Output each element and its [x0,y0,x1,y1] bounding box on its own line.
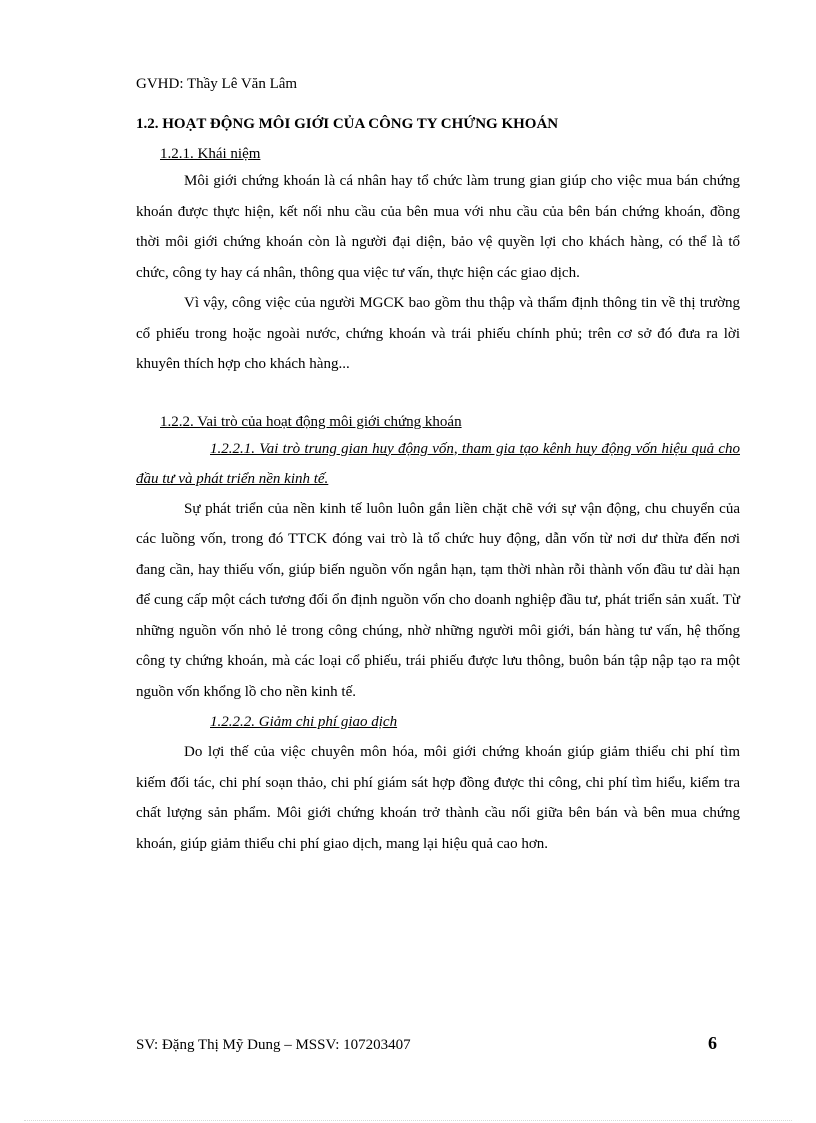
page-divider [24,1120,792,1121]
page-number: 6 [708,1033,717,1053]
page-header: GVHD: Thầy Lê Văn Lâm [136,76,298,92]
spacer [136,380,740,410]
paragraph: Do lợi thế của việc chuyên môn hóa, môi giới chứng khoán giúp giảm thiểu chi phí tìm kiếm đối tác, chi phí soạn thảo, chi phí giám sát hợp đồng được thi công, chi phí tìm hiểu, kiểm tra chất lượng sản phẩm. Môi giới chứng khoán trở thành cầu nối giữa bên bán và bên mua chứng khoán, giúp giảm thiểu chi phí giao dịch, mang lại hiệu quả cao hơn. [136,744,740,852]
subsection-heading-1-2-2: 1.2.2. Vai trò của hoạt động môi giới chứng khoán [160,413,462,430]
document-body [136,112,740,859]
paragraph: Sự phát triển của nền kinh tế luôn luôn gắn liền chặt chẽ với sự vận động, chu chuyển của các luồng vốn, trong đó TTCK đóng vai trò là tổ chức huy động, dẫn vốn từ nơi dư thừa đến nơi đang cần, hay thiếu vốn, giúp biến nguồn vốn ngắn hạn, tạm thời nhàn rỗi thành vốn đầu tư dài hạn để cung cấp một cách tương đối ổn định nguồn vốn cho doanh nghiệp đầu tư, phát triển sản xuất. Từ những nguồn vốn nhỏ lẻ trong công chúng, nhờ những người môi giới, bán hàng tư vấn, hệ thống công ty chứng khoán, mà các loại cổ phiếu, trái phiếu được lưu thông, buôn bán tập nập tạo ra một nguồn vốn khổng lồ cho nền kinh tế. [136,500,740,700]
item-heading-1-2-2-1: 1.2.2.1. Vai trò trung gian huy động vốn, tham gia tạo kênh huy động vốn hiệu quả cho đầu tư và phát triển nền kinh tế. [136,440,740,487]
paragraph: Vì vậy, công việc của người MGCK bao gồm thu thập và thẩm định thông tin về thị trường cổ phiếu trong hoặc ngoài nước, chứng khoán và trái phiếu chính phủ; trên cơ sở đó đưa ra lời khuyên thích hợp cho khách hàng... [136,295,740,372]
page-footer: SV: Đặng Thị Mỹ Dung – MSSV: 107203407 [136,1037,411,1053]
subsection-heading-1-2-1: 1.2.1. Khái niệm [160,146,261,162]
section-title: 1.2. HOẠT ĐỘNG MÔI GIỚI CỦA CÔNG TY CHỨNG KHOÁN [136,116,559,132]
item-heading-1-2-2-2: 1.2.2.2. Giảm chi phí giao dịch [210,714,398,730]
paragraph: Môi giới chứng khoán là cá nhân hay tổ chức làm trung gian giúp cho việc mua bán chứng khoán được thực hiện, kết nối nhu cầu của bên mua với nhu cầu của bên bán chứng khoán, đồng thời môi giới chứng khoán còn là người đại diện, bảo vệ quyền lợi cho khách hàng, có thể là tổ chức, công ty hay cá nhân, thông qua việc tư vấn, thực hiện các giao dịch. [136,173,740,281]
